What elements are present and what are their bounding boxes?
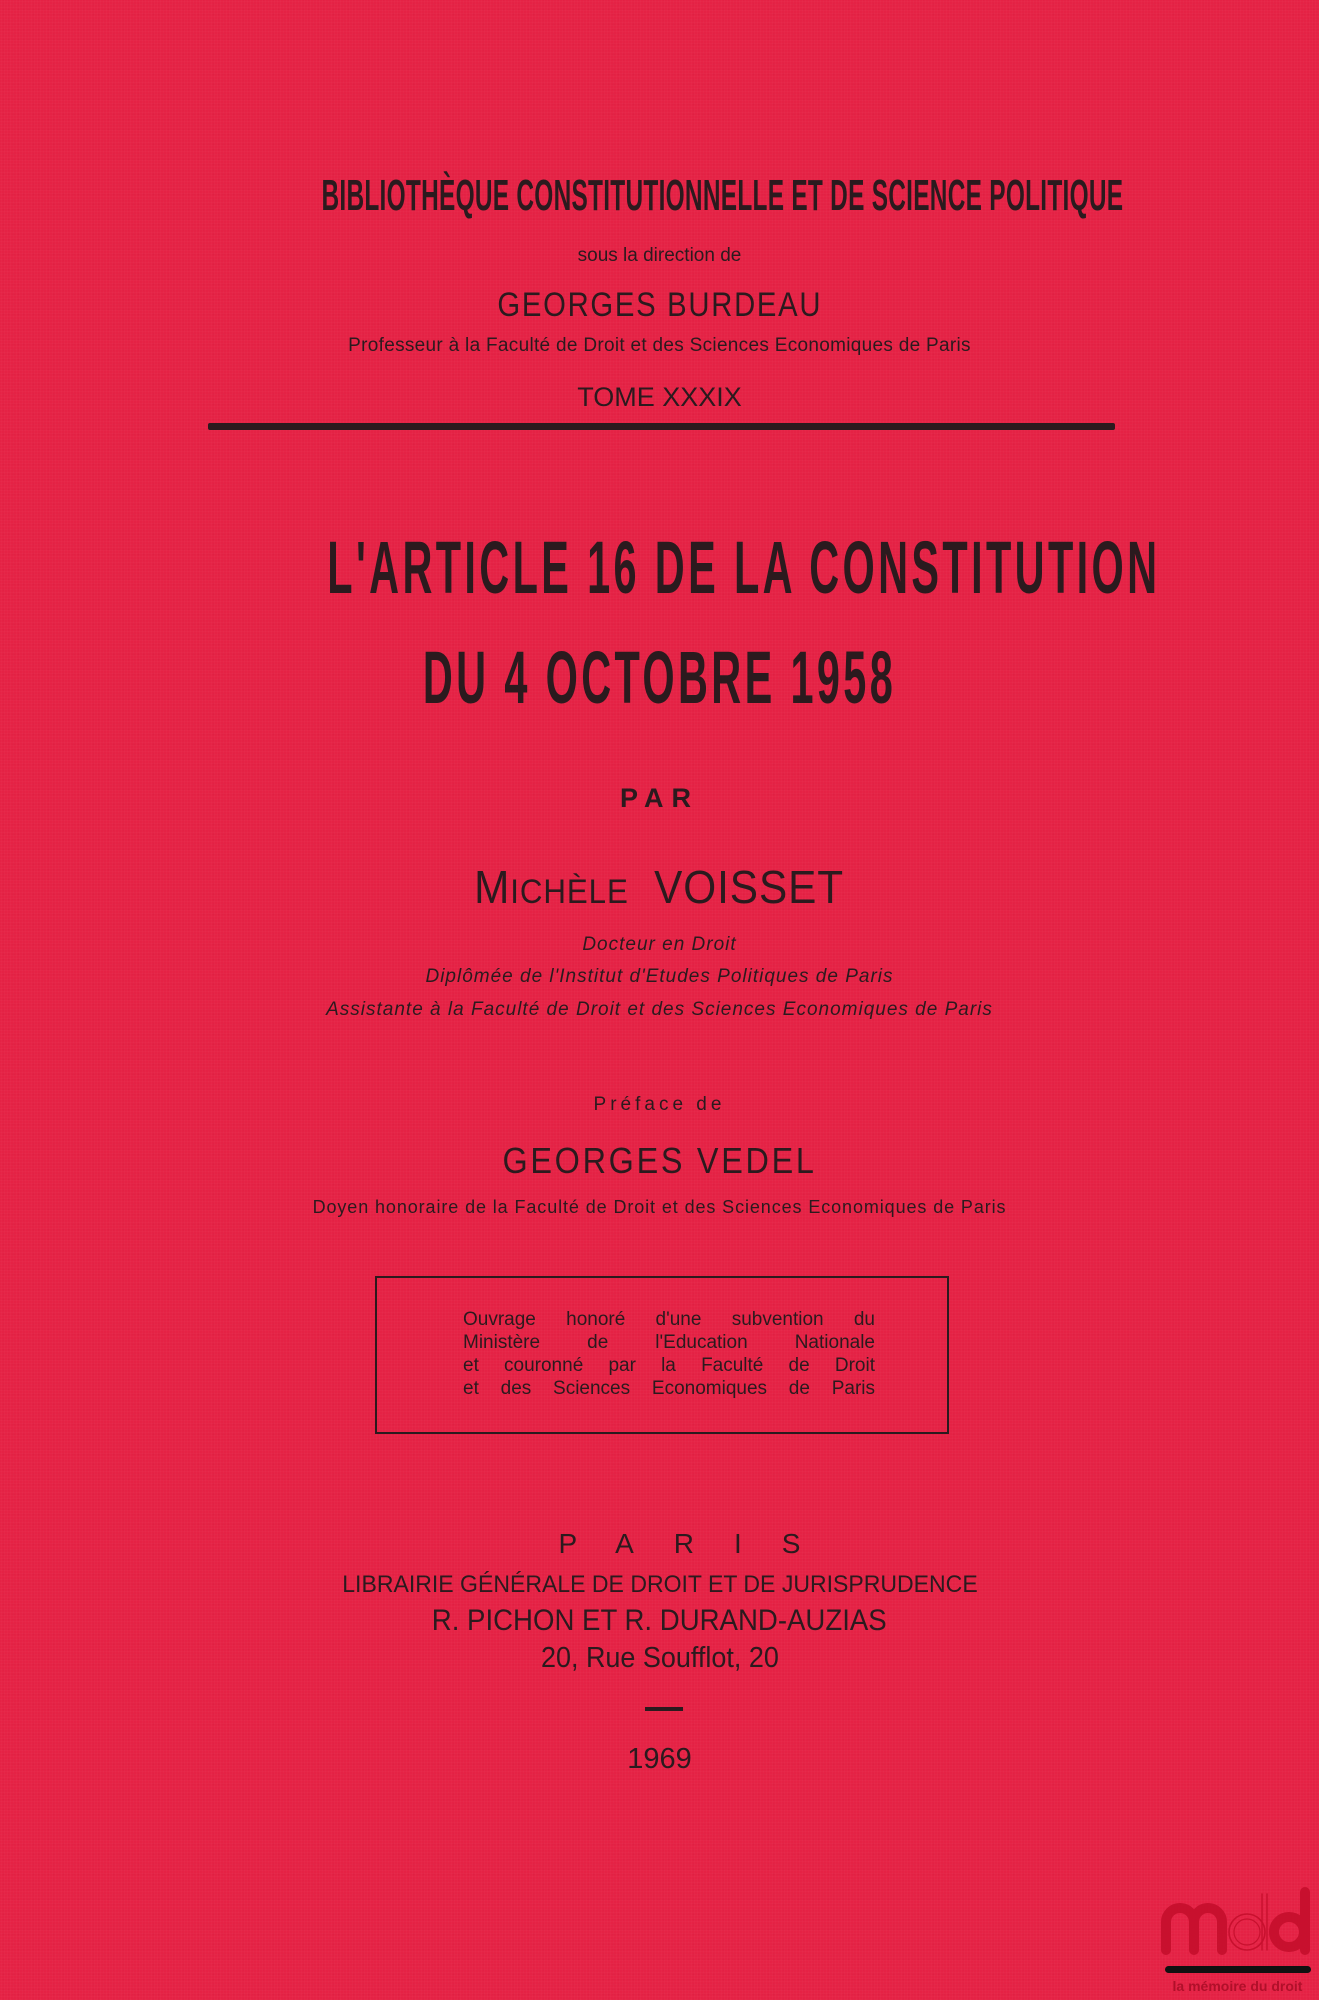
- preface-label: Préface de: [593, 1094, 726, 1115]
- author-last-name: VOISSET: [654, 861, 845, 913]
- author-name-text: [474, 861, 845, 913]
- preface-author: [0, 1140, 1319, 1181]
- direction-label: sous la direction de: [577, 245, 742, 266]
- author-first-rest: ICHÈLE: [510, 873, 630, 911]
- logo-tagline: la mémoire du droit: [1172, 1978, 1303, 1994]
- mdd-logo: [1160, 1886, 1315, 1998]
- publisher-proprietors-text: R. PICHON ET R. DURAND-AUZIAS: [432, 1604, 887, 1637]
- publisher-address: [0, 1644, 1319, 1673]
- author-credential: Assistante à la Faculté de Droit et des Sciences Economiques de Paris: [326, 999, 993, 1020]
- award-line: et couronné par la Faculté de Droit: [463, 1355, 875, 1376]
- award-line: Ministère de l'Education Nationale: [463, 1332, 875, 1353]
- book-title-line-1: [0, 526, 1319, 609]
- book-title-line-1-text: L'ARTICLE 16 DE LA CONSTITUTION: [327, 526, 1161, 609]
- publisher-address-text: 20, Rue Soufflot, 20: [540, 1642, 779, 1674]
- imprint-city: PARIS: [558, 1528, 841, 1559]
- preface-author-name: GEORGES VEDEL: [502, 1140, 817, 1181]
- series-director-title: Professeur à la Faculté de Droit et des Sciences Economiques de Paris: [348, 335, 971, 356]
- author-first-initial: M: [474, 861, 511, 913]
- logo-bar: [1165, 1966, 1311, 1973]
- author-credential: Docteur en Droit: [582, 934, 737, 955]
- separator-dash: [645, 1707, 683, 1711]
- publisher-proprietors: [0, 1606, 1319, 1636]
- award-line: et des Sciences Economiques de Paris: [463, 1378, 875, 1399]
- divider-rule: [208, 423, 1115, 430]
- volume-number: TOME XXXIX: [577, 382, 742, 412]
- award-text: [463, 1308, 875, 1400]
- series-director: [0, 288, 1319, 322]
- award-box: [375, 1276, 949, 1434]
- series-title-text: BIBLIOTHÈQUE CONSTITUTIONNELLE ET DE SCIENCE POLITIQUE: [321, 171, 1124, 220]
- award-line: Ouvrage honoré d'une subvention du: [463, 1309, 875, 1330]
- publisher-name: [0, 1573, 1319, 1597]
- book-title-line-2: [0, 636, 1319, 719]
- preface-author-title: Doyen honoraire de la Faculté de Droit et des Sciences Economiques de Paris: [312, 1197, 1007, 1217]
- publication-year: 1969: [627, 1743, 692, 1775]
- publisher-name-text: LIBRAIRIE GÉNÉRALE DE DROIT ET DE JURISPRUDENCE: [341, 1571, 978, 1598]
- mdd-logo-icon: [1160, 1886, 1315, 1958]
- author-credential: Diplômée de l'Institut d'Etudes Politiques de Paris: [425, 966, 894, 987]
- author-name: [0, 861, 1319, 913]
- by-label: PAR: [619, 783, 699, 813]
- book-title-line-2-text: DU 4 OCTOBRE 1958: [422, 636, 897, 719]
- series-title: [0, 171, 1319, 220]
- series-director-name: GEORGES BURDEAU: [497, 286, 822, 324]
